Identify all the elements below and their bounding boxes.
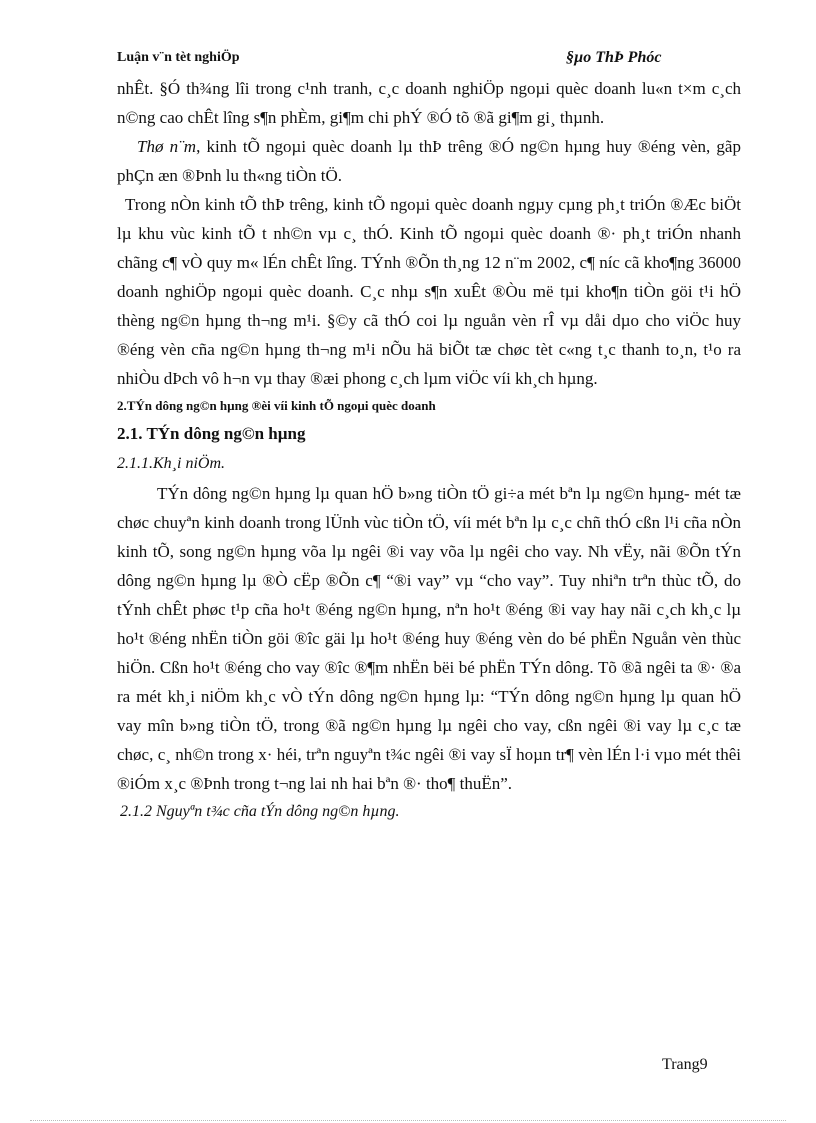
header-thesis-label: Luận v¨n tèt nghiÖp <box>117 50 240 65</box>
section-heading-2-1: 2.1. TÝn dông ng©n hµng <box>117 424 306 443</box>
section-heading-2: 2.TÝn dông ng©n hµng ®èi víi kinh tÕ ngoµi quèc doanh <box>117 398 436 413</box>
paragraph-2-text: , kinh tÕ ngoµi quèc doanh lµ thÞ trêng ®Ó ng©n hµng huy ®éng vèn, gãp phÇn æn ®Þnh lu th«ng tiÒn tÖ. <box>117 137 741 185</box>
paragraph-3: Trong nÒn kinh tÕ thÞ trêng, kinh tÕ ngoµi quèc doanh ngµy cµng ph¸t triÓn ®Æc biÖt lµ khu vùc kinh tÕ t nh©n vµ c¸ thÓ. Kinh tÕ ngoµi quèc doanh ®· ph¸t triÓn nhanh chãng c¶ vÒ quy m« lÉn chÊt lîng. TÝnh ®Õn th¸ng 12 n¨m 2002, c¶ níc cã kho¶ng 36000 doanh nghiÖp ngoµi quèc doanh. C¸c nhµ s¶n xuÊt ®Òu më tµi kho¶n tiÒn göi t¹i hÖ thèng ng©n hµng th¬ng m¹i. §©y cã thÓ coi lµ nguån vèn rÎ vµ dåi dµo cho viÖc huy ®éng vèn cña ng©n hµng th¬ng m¹i nÕu hä biÕt tæ chøc tèt c«ng t¸c thanh to¸n, t¹o ra nhiÒu dÞch vô h¬n vµ thay ®æi phong c¸ch lµm viÖc víi kh¸ch hµng. <box>117 195 741 388</box>
paragraph-2-lead: Thø n¨m <box>137 137 197 156</box>
paragraph-2 <box>117 132 741 190</box>
paragraph-1: nhÊt. §Ó th¾ng lîi trong c¹nh tranh, c¸c doanh nghiÖp ngoµi quèc doanh lu«n t×m c¸ch n©ng cao chÊt lîng s¶n phÈm, gi¶m chi phÝ ®Ó tõ ®ã gi¶m gi¸ thµnh. <box>117 79 741 127</box>
section-heading-2-1-1: 2.1.1.Kh¸i niÖm. <box>117 455 225 472</box>
document-body <box>117 74 741 826</box>
definition-paragraph: TÝn dông ng©n hµng lµ quan hÖ b»ng tiÒn tÖ gi÷a mét bªn lµ ng©n hµng- mét tæ chøc chuyªn kinh doanh trong lÜnh vùc tiÒn tÖ, víi mét bªn lµ c¸c chñ thÓ cßn l¹i cña nÒn kinh tÕ, song ng©n hµng võa lµ ngêi ®i vay võa lµ ngêi cho vay. Nh vËy, nãi ®Õn tÝn dông ng©n hµng lµ ®Ò cËp ®Õn c¶ “®i vay” vµ “cho vay”. Tuy nhiªn trªn thùc tÕ, do tÝnh chÊt phøc t¹p cña ho¹t ®éng ng©n hµng, nªn ho¹t ®éng ®i vay hay nãi c¸ch kh¸c lµ ho¹t ®éng nhËn tiÒn göi ®îc gäi lµ ho¹t ®éng huy ®éng vèn do bé phËn Nguån vèn thùc hiÖn. Cßn ho¹t ®éng cho vay ®îc ®¶m nhËn bëi bé phËn TÝn dông. Tõ ®ã ngêi ta ®· ®a ra mét kh¸i niÖm kh¸c vÒ tÝn dông ng©n hµng lµ: “TÝn dông ng©n hµng lµ quan hÖ vay mîn b»ng tiÒn tÖ, trong ®ã ng©n hµng lµ ngêi cho vay, cßn ngêi ®i vay lµ c¸c tæ chøc, c¸ nh©n trong x· héi, trªn nguyªn t¾c ngêi ®i vay sÏ hoµn tr¶ vèn lÉn l·i vµo mét thêi ®iÓm x¸c ®Þnh trong t¬ng lai nh hai bªn ®· tho¶ thuËn”. <box>117 484 741 793</box>
page-number: Trang9 <box>662 1056 708 1073</box>
header-author-name: §µo ThÞ Phóc <box>566 49 662 66</box>
page-bottom-divider <box>30 1120 786 1121</box>
section-heading-2-1-2: 2.1.2 Nguyªn t¾c cña tÝn dông ng©n hµng. <box>120 803 400 820</box>
